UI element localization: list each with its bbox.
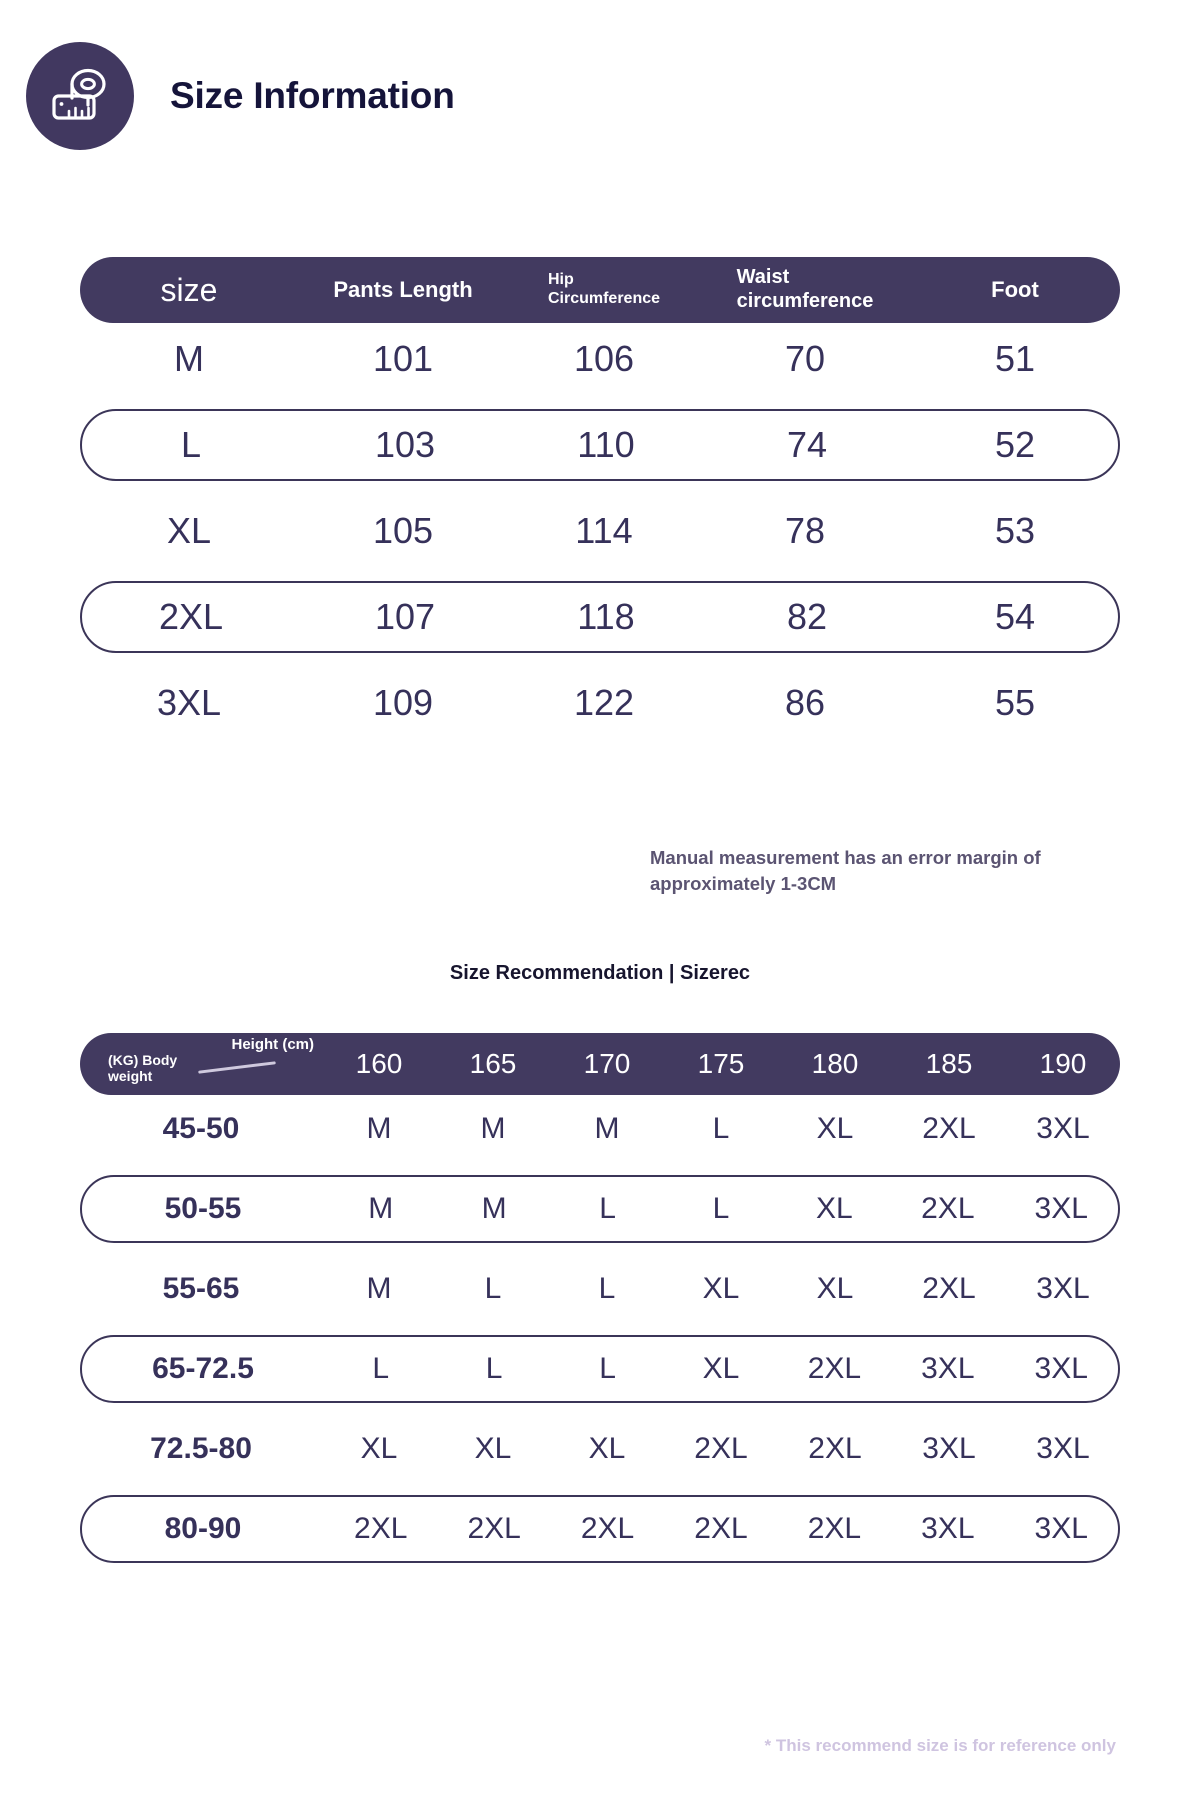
cell-recommended-size: 3XL bbox=[1034, 1352, 1088, 1385]
cell-recommended-size: 2XL bbox=[354, 1512, 408, 1545]
table-row bbox=[80, 323, 1120, 395]
cell-recommended-size: 3XL bbox=[1034, 1192, 1088, 1225]
cell-recommended-size: XL bbox=[816, 1272, 854, 1305]
cell-recommended-size: L bbox=[484, 1272, 502, 1305]
cell-recommended-size: 3XL bbox=[1036, 1112, 1090, 1145]
cell-pants-length: 107 bbox=[374, 596, 436, 637]
cell-recommended-size: 2XL bbox=[921, 1192, 975, 1225]
cell-recommended-size: 3XL bbox=[921, 1512, 975, 1545]
cell-recommended-size: 3XL bbox=[1036, 1432, 1090, 1465]
cell-recommended-size: 2XL bbox=[580, 1512, 635, 1545]
cell-recommended-size: XL bbox=[474, 1432, 512, 1465]
cell-foot: 52 bbox=[994, 424, 1036, 465]
cell-weight-range: 72.5-80 bbox=[150, 1432, 252, 1465]
table-row bbox=[80, 1255, 1120, 1323]
height-axis-label: Height (cm) bbox=[231, 1036, 314, 1053]
cell-hip: 110 bbox=[577, 424, 635, 465]
cell-recommended-size: 2XL bbox=[922, 1112, 976, 1145]
cell-weight-range: 55-65 bbox=[162, 1272, 240, 1305]
cell-foot: 54 bbox=[994, 596, 1036, 637]
cell-recommended-size: L bbox=[599, 1352, 616, 1385]
cell-recommended-size: M bbox=[366, 1112, 392, 1145]
measurement-error-note: Manual measurement has an error margin of approximately 1-3CM bbox=[650, 847, 1041, 894]
cell-foot: 53 bbox=[994, 510, 1036, 551]
cell-recommended-size: L bbox=[485, 1352, 503, 1385]
cell-recommended-size: 2XL bbox=[694, 1512, 748, 1545]
size-recommendation-table bbox=[80, 1033, 1120, 1563]
column-header-waist-circumference: Waist circumference bbox=[736, 266, 874, 312]
table-row bbox=[80, 1095, 1120, 1163]
cell-recommended-size: 2XL bbox=[807, 1352, 862, 1385]
cell-pants-length: 101 bbox=[372, 338, 434, 379]
cell-waist: 86 bbox=[784, 682, 826, 723]
cell-recommended-size: M bbox=[366, 1272, 392, 1305]
cell-hip: 122 bbox=[573, 682, 635, 723]
table-row bbox=[80, 1415, 1120, 1483]
cell-recommended-size: XL bbox=[702, 1352, 740, 1385]
cell-waist: 82 bbox=[786, 596, 828, 637]
cell-recommended-size: 2XL bbox=[808, 1432, 862, 1465]
cell-pants-length: 109 bbox=[372, 682, 434, 723]
measuring-tape-badge bbox=[26, 42, 134, 150]
cell-waist: 74 bbox=[786, 424, 828, 465]
table-row bbox=[80, 409, 1120, 481]
cell-recommended-size: M bbox=[480, 1112, 506, 1145]
column-header-height-180: 180 bbox=[811, 1048, 859, 1079]
cell-size: 3XL bbox=[156, 682, 222, 723]
cell-recommended-size: L bbox=[372, 1352, 390, 1385]
table-row bbox=[80, 581, 1120, 653]
column-header-height-185: 185 bbox=[925, 1048, 973, 1079]
cell-recommended-size: L bbox=[712, 1112, 730, 1145]
cell-recommended-size: 3XL bbox=[1034, 1512, 1088, 1545]
column-header-height-175: 175 bbox=[697, 1048, 745, 1079]
reference-only-note: * This recommend size is for reference only bbox=[764, 1736, 1116, 1755]
cell-hip: 118 bbox=[577, 596, 635, 637]
weight-axis-label: (KG) Body weight bbox=[108, 1052, 178, 1085]
cell-recommended-size: M bbox=[594, 1112, 620, 1145]
cell-recommended-size: 2XL bbox=[467, 1512, 521, 1545]
table-row bbox=[80, 495, 1120, 567]
table-row bbox=[80, 1495, 1120, 1563]
size-recommendation-title: Size Recommendation | Sizerec bbox=[449, 962, 751, 984]
cell-recommended-size: L bbox=[712, 1192, 730, 1225]
cell-recommended-size: XL bbox=[702, 1272, 740, 1305]
cell-foot: 55 bbox=[994, 682, 1036, 723]
cell-pants-length: 103 bbox=[374, 424, 436, 465]
cell-hip: 106 bbox=[573, 338, 635, 379]
cell-weight-range: 80-90 bbox=[164, 1512, 242, 1545]
column-header-height-170: 170 bbox=[583, 1048, 631, 1079]
size-measurement-table bbox=[80, 257, 1120, 739]
cell-recommended-size: 2XL bbox=[694, 1432, 748, 1465]
diagonal-divider-icon bbox=[198, 1061, 276, 1073]
page-header bbox=[26, 42, 455, 150]
cell-weight-range: 65-72.5 bbox=[152, 1352, 254, 1385]
cell-hip: 114 bbox=[575, 510, 633, 551]
cell-recommended-size: XL bbox=[816, 1192, 853, 1225]
column-header-foot: Foot bbox=[991, 277, 1039, 302]
table-row bbox=[80, 1175, 1120, 1243]
cell-recommended-size: 3XL bbox=[1036, 1272, 1090, 1305]
cell-recommended-size: L bbox=[598, 1272, 616, 1305]
cell-recommended-size: XL bbox=[816, 1112, 854, 1145]
cell-recommended-size: M bbox=[368, 1192, 394, 1225]
cell-size: XL bbox=[166, 510, 212, 551]
cell-waist: 78 bbox=[784, 510, 826, 551]
cell-size: L bbox=[180, 424, 202, 465]
cell-pants-length: 105 bbox=[372, 510, 434, 551]
cell-recommended-size: XL bbox=[588, 1432, 626, 1465]
size-table-header-row bbox=[80, 257, 1120, 323]
column-header-height-160: 160 bbox=[355, 1048, 403, 1079]
column-header-size: size bbox=[160, 271, 218, 308]
cell-recommended-size: 2XL bbox=[922, 1272, 976, 1305]
cell-recommended-size: 2XL bbox=[807, 1512, 862, 1545]
cell-weight-range: 50-55 bbox=[164, 1192, 242, 1225]
column-header-height-190: 190 bbox=[1039, 1048, 1087, 1079]
cell-size: 2XL bbox=[158, 596, 224, 637]
column-header-pants-length: Pants Length bbox=[333, 277, 473, 302]
column-header-height-165: 165 bbox=[469, 1048, 517, 1079]
page-title: Size Information bbox=[170, 75, 455, 116]
cell-size: M bbox=[174, 338, 204, 379]
recommendation-header-row bbox=[80, 1033, 1120, 1095]
column-header-hip-circumference: Hip Circumference bbox=[547, 271, 661, 307]
cell-foot: 51 bbox=[994, 338, 1036, 379]
cell-weight-range: 45-50 bbox=[162, 1112, 240, 1145]
measuring-tape-icon bbox=[48, 66, 112, 126]
table-row bbox=[80, 667, 1120, 739]
cell-recommended-size: 3XL bbox=[921, 1352, 975, 1385]
cell-recommended-size: XL bbox=[360, 1432, 398, 1465]
cell-recommended-size: L bbox=[599, 1192, 616, 1225]
corner-header-cell bbox=[80, 1033, 322, 1095]
cell-waist: 70 bbox=[784, 338, 826, 379]
cell-recommended-size: 3XL bbox=[922, 1432, 976, 1465]
cell-recommended-size: M bbox=[481, 1192, 507, 1225]
table-row bbox=[80, 1335, 1120, 1403]
